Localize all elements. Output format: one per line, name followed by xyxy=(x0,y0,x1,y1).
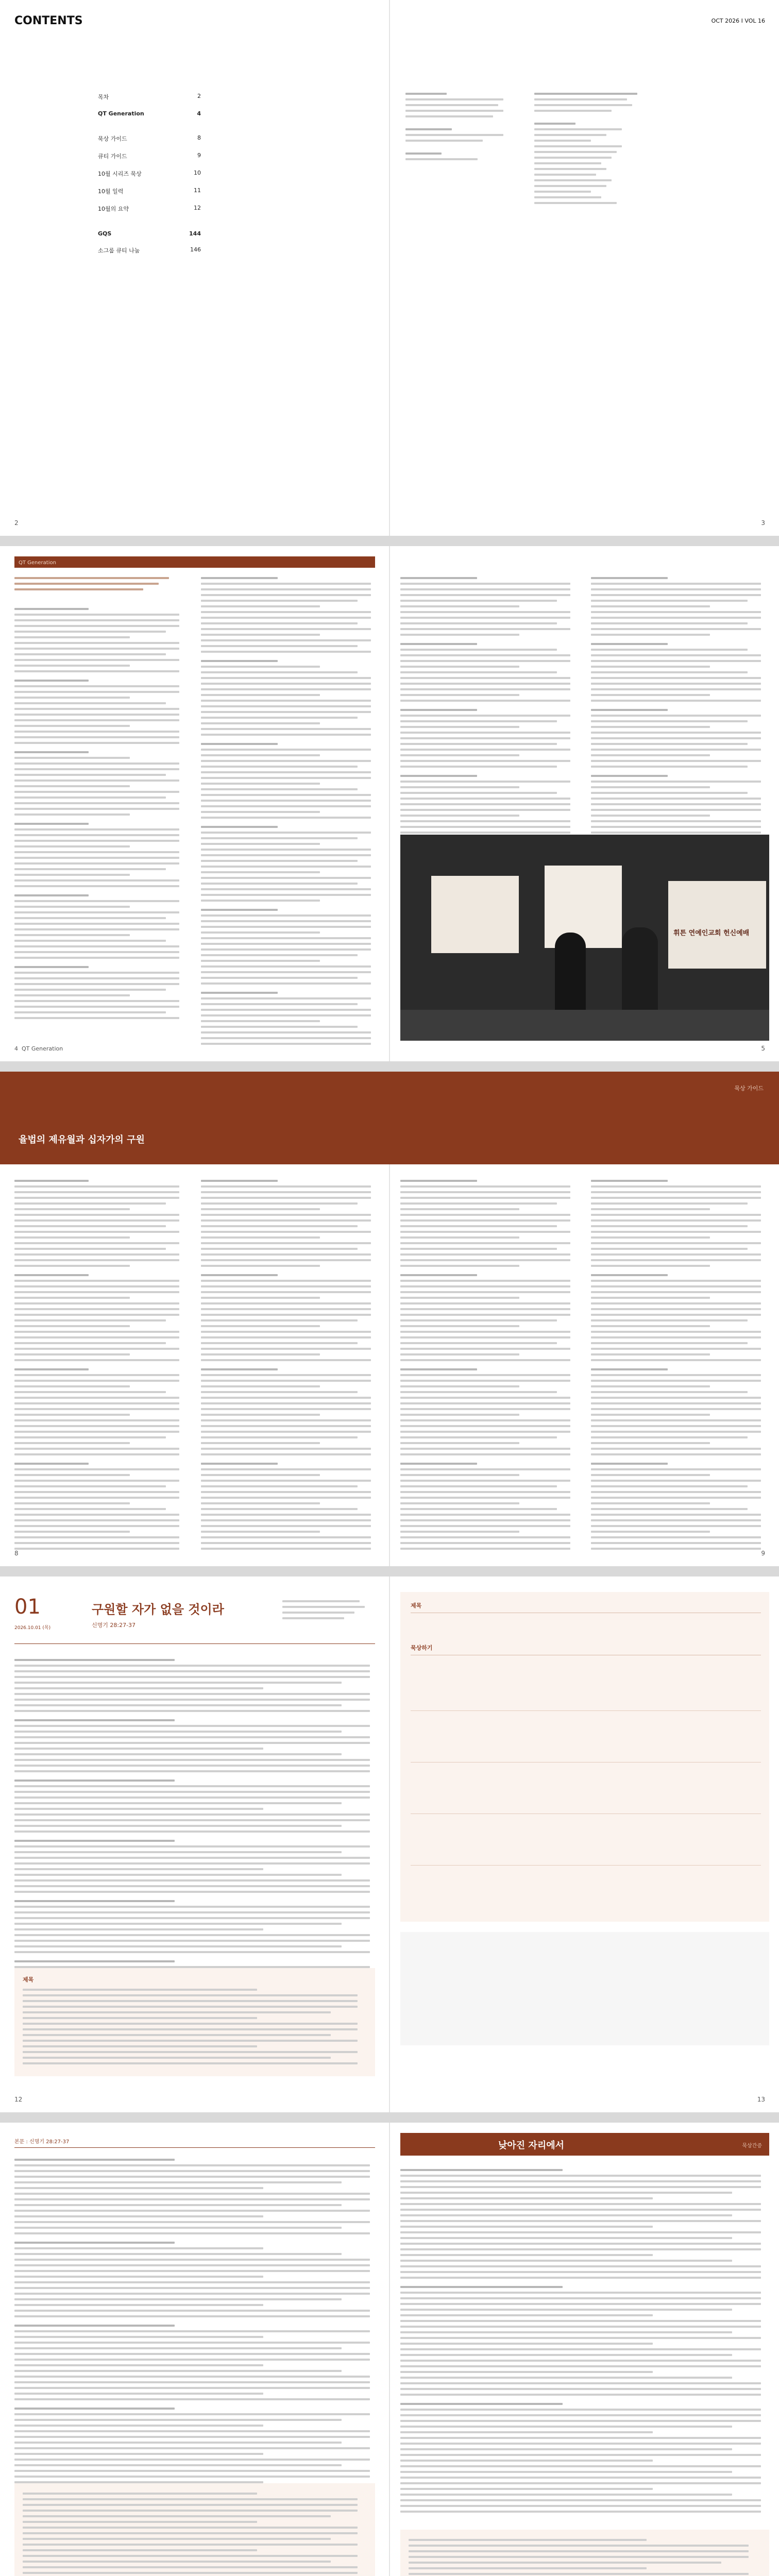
guide-right-page xyxy=(390,1164,779,1566)
day-summary xyxy=(282,1600,370,1623)
page-number: 9 xyxy=(761,1550,765,1557)
day-box-title: 제목 xyxy=(23,1976,34,1983)
toc-list xyxy=(98,93,201,264)
day2-title: 낮아진 자리에서 xyxy=(498,2140,564,2151)
toc-item-page: 12 xyxy=(194,205,201,211)
photo-screen-right xyxy=(668,881,766,969)
toc-item-page: 11 xyxy=(194,187,201,194)
toc-item-label: 묵상 가이드 xyxy=(98,135,127,142)
page-number: 3 xyxy=(761,519,765,527)
day2-note-box xyxy=(14,2483,375,2576)
day-right-page xyxy=(390,1577,779,2112)
day2-col-2 xyxy=(400,2169,769,2516)
day2-right-page xyxy=(390,2123,779,2576)
guide-col-3 xyxy=(400,1180,575,1553)
photo-banner-left xyxy=(431,876,519,953)
qt-footer-tag: 4 QT Generation xyxy=(14,1045,63,1052)
qt-tag: QT Generation xyxy=(19,560,56,566)
contents-title: CONTENTS xyxy=(14,14,83,27)
contents-left-page xyxy=(0,0,390,536)
day2-right-box xyxy=(400,2530,769,2576)
qt-intro xyxy=(14,577,184,594)
day2-header-left: 본문 : 신명기 28:27-37 xyxy=(14,2139,70,2145)
toc-item-page: 2 xyxy=(197,93,201,99)
toc-item-label: 큐티 가이드 xyxy=(98,153,127,160)
page-number: 12 xyxy=(14,2096,23,2103)
guide-title: 율법의 제유월과 십자가의 구원 xyxy=(19,1134,145,1145)
spread-day-01 xyxy=(0,1577,779,2112)
toc-item[interactable] xyxy=(98,230,201,237)
guide-col-1 xyxy=(14,1180,184,1553)
toc-item-label: QT Generation xyxy=(98,110,144,117)
issue-label: OCT 2026 I VOL 16 xyxy=(711,18,765,24)
day2-left-page xyxy=(0,2123,390,2576)
day-date: 2026.10.01 (목) xyxy=(14,1625,51,1631)
qt-tag-bar xyxy=(14,556,375,568)
toc-item[interactable] xyxy=(98,110,201,117)
worship-photo xyxy=(400,835,769,1041)
day-ref: 신명기 28:27-37 xyxy=(92,1622,136,1629)
photo-banner-center xyxy=(545,866,622,948)
qt-body-col-1 xyxy=(14,608,184,1023)
qt-right-page xyxy=(390,546,779,1061)
guide-header: 묵상 가이드 xyxy=(734,1085,764,1092)
day-body xyxy=(14,1659,375,1972)
toc-item[interactable] xyxy=(98,152,201,160)
day-number: 01 xyxy=(14,1595,41,1619)
photo-caption: 휘튼 연예인교회 헌신예배 xyxy=(673,929,750,937)
toc-item-page: 146 xyxy=(190,246,201,253)
day-title: 구원할 자가 없을 것이라 xyxy=(92,1602,224,1617)
toc-detail-col-1 xyxy=(405,93,519,164)
toc-item-label: 소그룹 큐티 나눔 xyxy=(98,247,140,254)
toc-item-page: 9 xyxy=(197,152,201,159)
guide-left-page xyxy=(0,1164,390,1566)
toc-item[interactable] xyxy=(98,187,201,195)
spread-guide xyxy=(0,1072,779,1566)
day-right-box xyxy=(400,1592,769,1922)
toc-item[interactable] xyxy=(98,170,201,178)
toc-detail-col-2 xyxy=(534,93,648,208)
toc-item-label: 목차 xyxy=(98,94,109,100)
toc-item-page: 144 xyxy=(189,230,201,237)
toc-item[interactable] xyxy=(98,93,201,101)
toc-item[interactable] xyxy=(98,205,201,213)
day2-title-bar xyxy=(400,2133,769,2156)
day-right-heading-b: 묵상하기 xyxy=(411,1645,433,1651)
qt-body-col-4 xyxy=(591,577,766,837)
qt-body-col-3 xyxy=(400,577,575,837)
page-number: 5 xyxy=(761,1045,765,1052)
page-number: 13 xyxy=(757,2096,765,2103)
day-box xyxy=(14,1968,375,2076)
day-header xyxy=(14,1592,375,1644)
toc-item[interactable] xyxy=(98,134,201,143)
page-number: 2 xyxy=(14,519,19,527)
day-right-note xyxy=(400,1932,769,2045)
day-right-heading: 제목 xyxy=(411,1602,422,1609)
page-number: 8 xyxy=(14,1550,19,1557)
guide-banner xyxy=(0,1072,779,1164)
spread-day-02 xyxy=(0,2123,779,2576)
toc-item-label: 10월 일력 xyxy=(98,188,124,195)
spread-qt-generation xyxy=(0,546,779,1061)
day2-col-1 xyxy=(14,2159,375,2487)
toc-item-label: GQS xyxy=(98,230,112,237)
toc-item-page: 8 xyxy=(197,134,201,141)
day-left-page xyxy=(0,1577,390,2112)
guide-col-4 xyxy=(591,1180,766,1553)
qt-body-col-2 xyxy=(201,577,376,1048)
toc-item[interactable] xyxy=(98,246,201,255)
toc-item-label: 10월 시리즈 묵상 xyxy=(98,171,142,177)
toc-item-page: 10 xyxy=(194,170,201,176)
toc-item-label: 10월의 요약 xyxy=(98,206,129,212)
toc-item-page: 4 xyxy=(197,110,201,117)
contents-right-page xyxy=(390,0,779,536)
spread-contents xyxy=(0,0,779,536)
guide-col-2 xyxy=(201,1180,376,1553)
qt-left-page xyxy=(0,546,390,1061)
photo-stage xyxy=(400,1010,769,1041)
day2-tag: 묵상간증 xyxy=(742,2143,762,2149)
